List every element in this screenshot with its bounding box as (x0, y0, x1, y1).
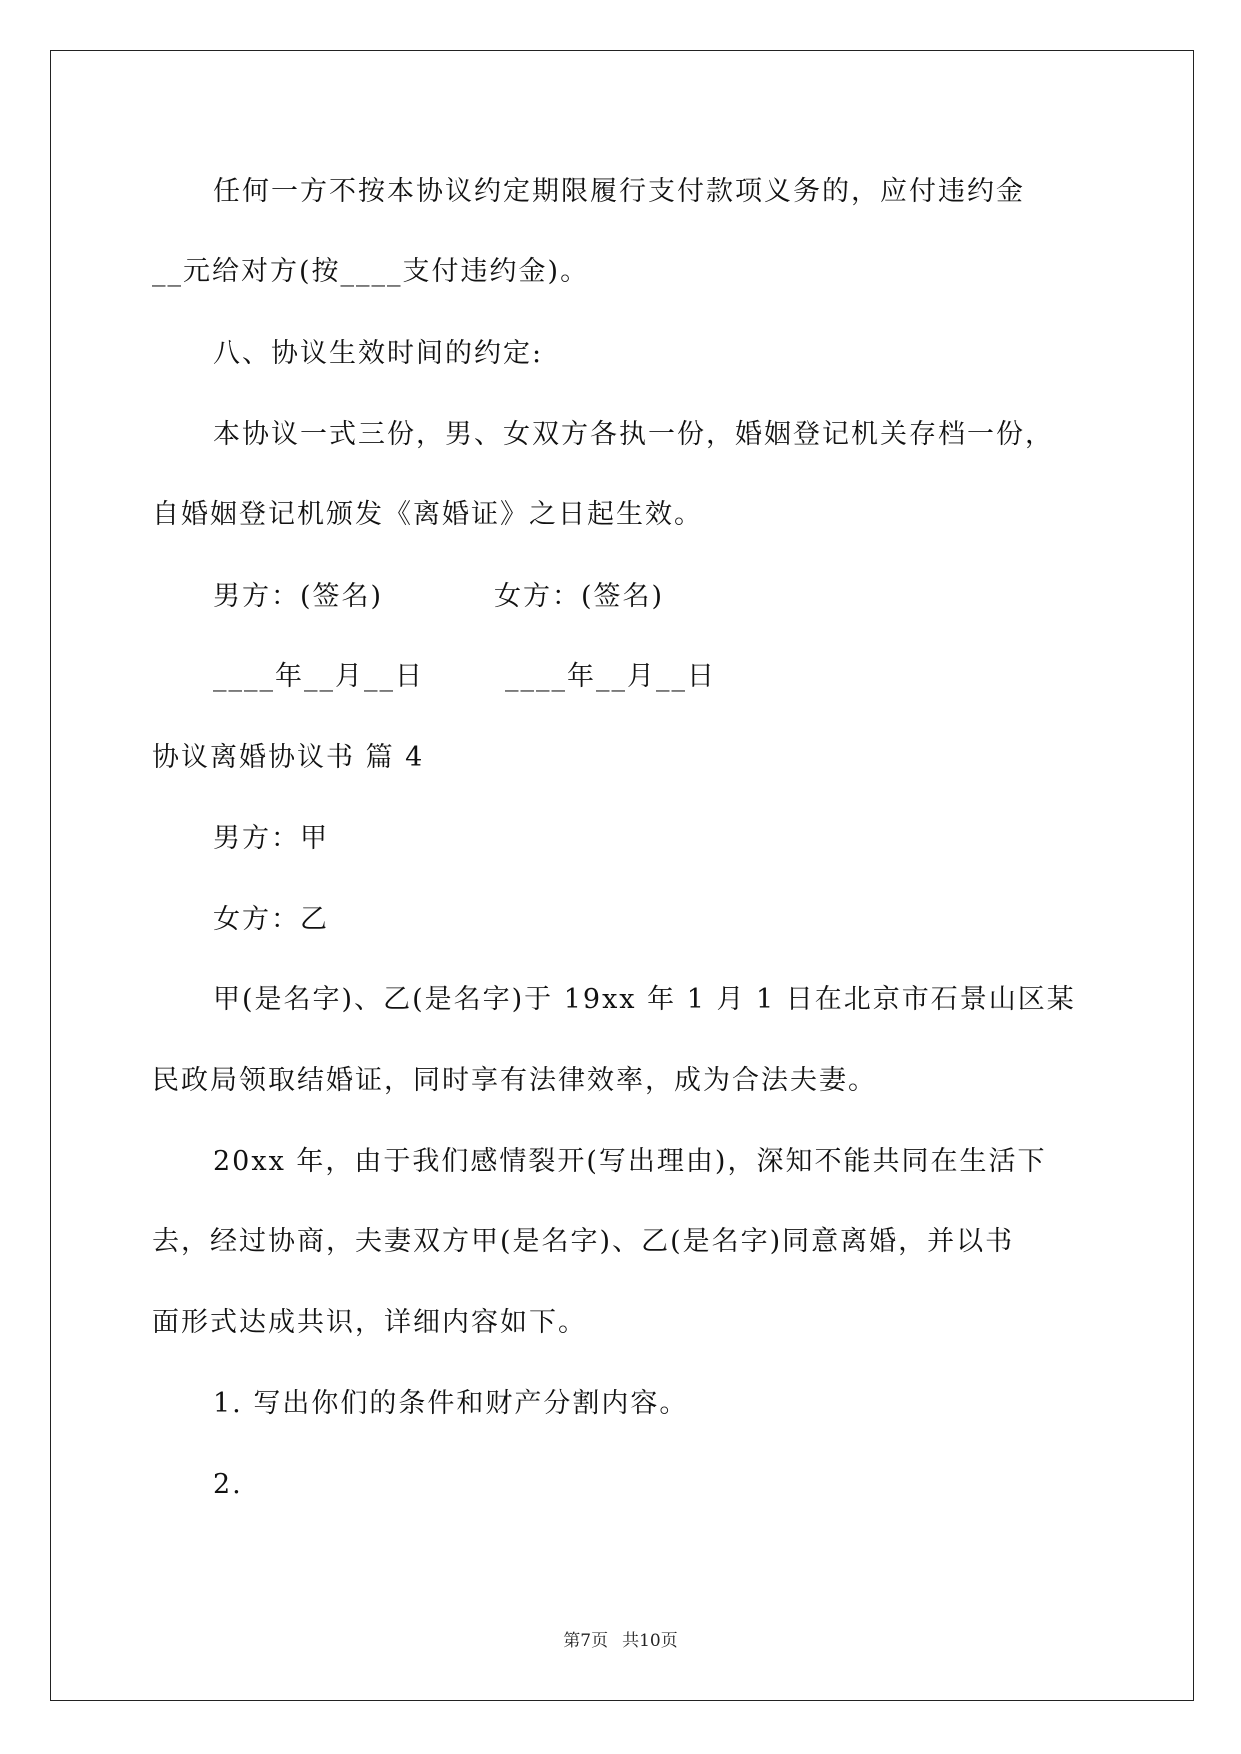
paragraph-line: 20xx 年，由于我们感情裂开(写出理由)，深知不能共同在生活下 (213, 1146, 1047, 1177)
female-signature-label: 女方：(签名) (494, 581, 665, 612)
page-footer (0, 1630, 1241, 1652)
paragraph-line: 民政局领取结婚证，同时享有法律效率，成为合法夫妻。 (152, 1065, 877, 1096)
paragraph-line: 任何一方不按本协议约定期限履行支付款项义务的，应付违约金 (213, 176, 1025, 207)
section-heading: 八、协议生效时间的约定: (213, 338, 544, 369)
total-page-count: 共10页 (622, 1631, 678, 1651)
article-title: 协议离婚协议书 篇 4 (152, 742, 425, 773)
paragraph-line: 自婚姻登记机颁发《离婚证》之日起生效。 (152, 499, 703, 530)
paragraph-line: 本协议一式三份，男、女双方各执一份，婚姻登记机关存档一份， (213, 419, 1054, 450)
list-item: 2. (213, 1469, 243, 1500)
paragraph-line: 甲(是名字)、乙(是名字)于 19xx 年 1 月 1 日在北京市石景山区某 (213, 984, 1076, 1015)
page-border (50, 50, 1194, 1701)
female-signature-date: ____年__月__日 (505, 661, 716, 692)
male-signature-label: 男方：(签名) (213, 581, 384, 612)
male-signature-date: ____年__月__日 (213, 661, 424, 692)
paragraph-line: 面形式达成共识，详细内容如下。 (152, 1307, 587, 1338)
list-item: 1. 写出你们的条件和财产分割内容。 (213, 1388, 689, 1419)
paragraph-line: 女方：乙 (213, 904, 329, 935)
current-page-number: 第7页 (563, 1631, 609, 1651)
paragraph-line: __元给对方(按____支付违约金)。 (152, 256, 590, 287)
paragraph-line: 男方：甲 (213, 823, 329, 854)
paragraph-line: 去，经过协商，夫妻双方甲(是名字)、乙(是名字)同意离婚，并以书 (152, 1226, 1015, 1257)
